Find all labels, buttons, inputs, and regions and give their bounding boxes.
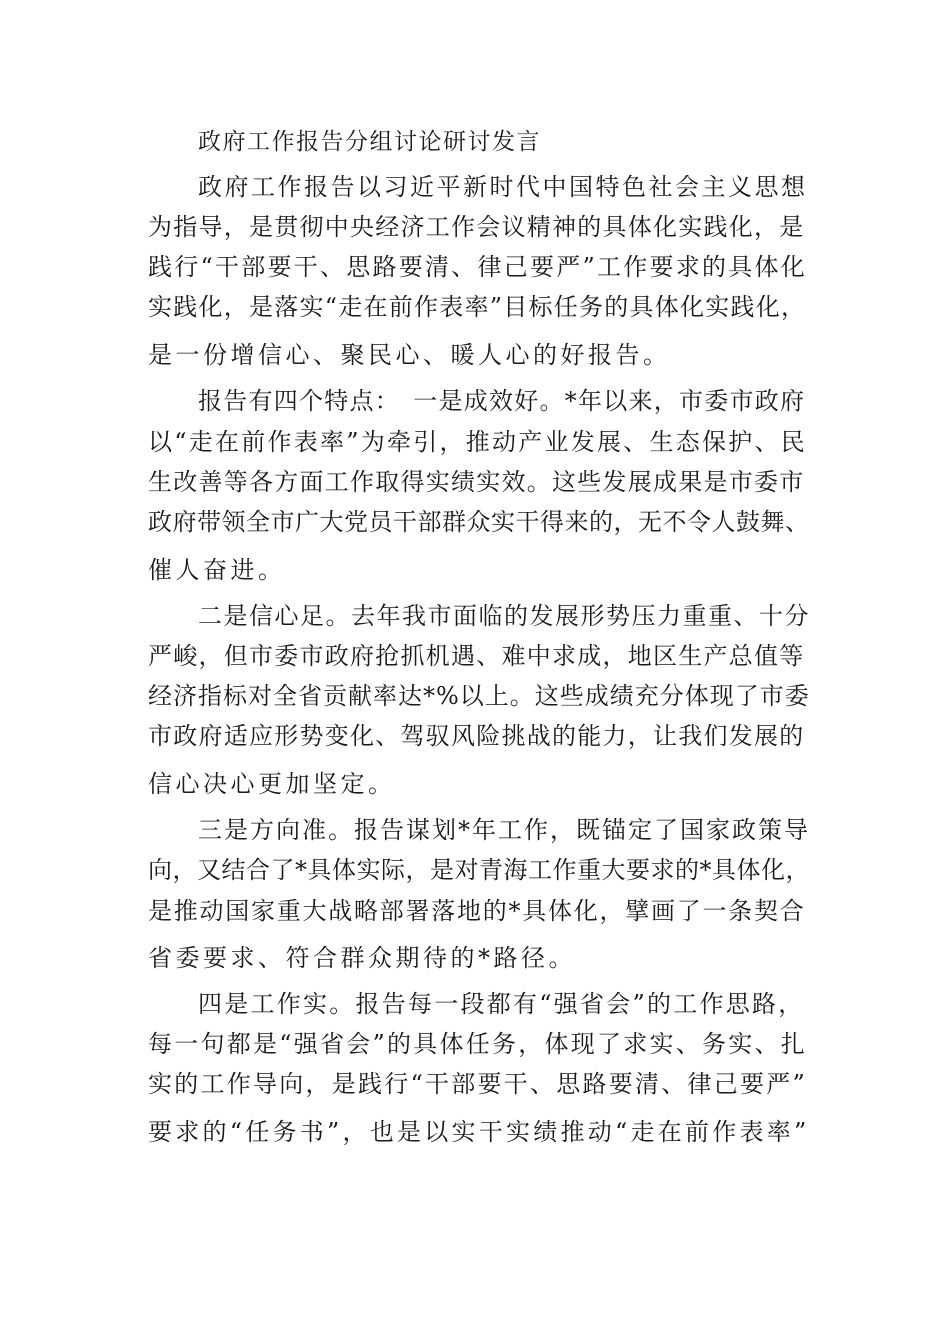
- paragraph-5-line-2: 每一句都是“强省会”的具体任务，体现了求实、务实、扎: [148, 1030, 808, 1058]
- paragraph-1-line-4: 实践化，是落实“走在前作表率”目标任务的具体化实践化，: [148, 293, 807, 321]
- paragraph-3-line-1: 二是信心足。去年我市面临的发展形势压力重重、十分: [198, 602, 810, 630]
- paragraph-2-line-4: 政府带领全市广大党员干部群众实干得来的，无不令人鼓舞、: [148, 508, 810, 536]
- paragraph-3-line-5: 信心决心更加坚定。: [148, 770, 396, 798]
- paragraph-3-line-2: 严峻，但市委市政府抢抓机遇、难中求成，地区生产总值等: [148, 642, 805, 670]
- paragraph-1-line-3: 践行“干部要干、思路要清、律己要严”工作要求的具体化: [148, 253, 808, 281]
- paragraph-2-line-2: 以“走在前作表率”为牵引，推动产业发展、生态保护、民: [148, 428, 808, 456]
- paragraph-1-line-2: 为指导，是贯彻中央经济工作会议精神的具体化实践化，是: [148, 213, 805, 241]
- paragraph-3-line-4: 市政府适应形势变化、驾驭风险挑战的能力，让我们发展的: [148, 722, 805, 750]
- document-title: 政府工作报告分组讨论研讨发言: [198, 129, 541, 155]
- paragraph-3-line-3: 经济指标对全省贡献率达*%以上。这些成绩充分体现了市委: [148, 682, 810, 710]
- paragraph-1-line-5: 是一份增信心、聚民心、暖人心的好报告。: [148, 341, 671, 369]
- paragraph-2-line-3: 生改善等各方面工作取得实绩实效。这些发展成果是市委市: [148, 468, 805, 496]
- paragraph-2-line-1: 报告有四个特点： 一是成效好。*年以来，市委市政府: [198, 387, 806, 415]
- paragraph-5-line-1: 四是工作实。报告每一段都有“强省会”的工作思路，: [198, 990, 805, 1018]
- paragraph-5-line-4: 要求的“任务书”，也是以实干实绩推动“走在前作表率”: [148, 1118, 810, 1146]
- paragraph-1-line-1: 政府工作报告以习近平新时代中国特色社会主义思想: [198, 173, 808, 201]
- paragraph-4-line-2: 向，又结合了*具体实际，是对青海工作重大要求的*具体化，: [148, 856, 810, 884]
- paragraph-2-line-5: 催人奋进。: [148, 556, 286, 584]
- paragraph-4-line-4: 省委要求、符合群众期待的*路径。: [148, 944, 576, 972]
- paragraph-4-line-3: 是推动国家重大战略部署落地的*具体化，擘画了一条契合: [148, 897, 806, 925]
- paragraph-4-line-1: 三是方向准。报告谋划*年工作，既锚定了国家政策导: [198, 816, 810, 844]
- paragraph-5-line-3: 实的工作导向，是践行“干部要干、思路要清、律己要严”: [148, 1070, 808, 1098]
